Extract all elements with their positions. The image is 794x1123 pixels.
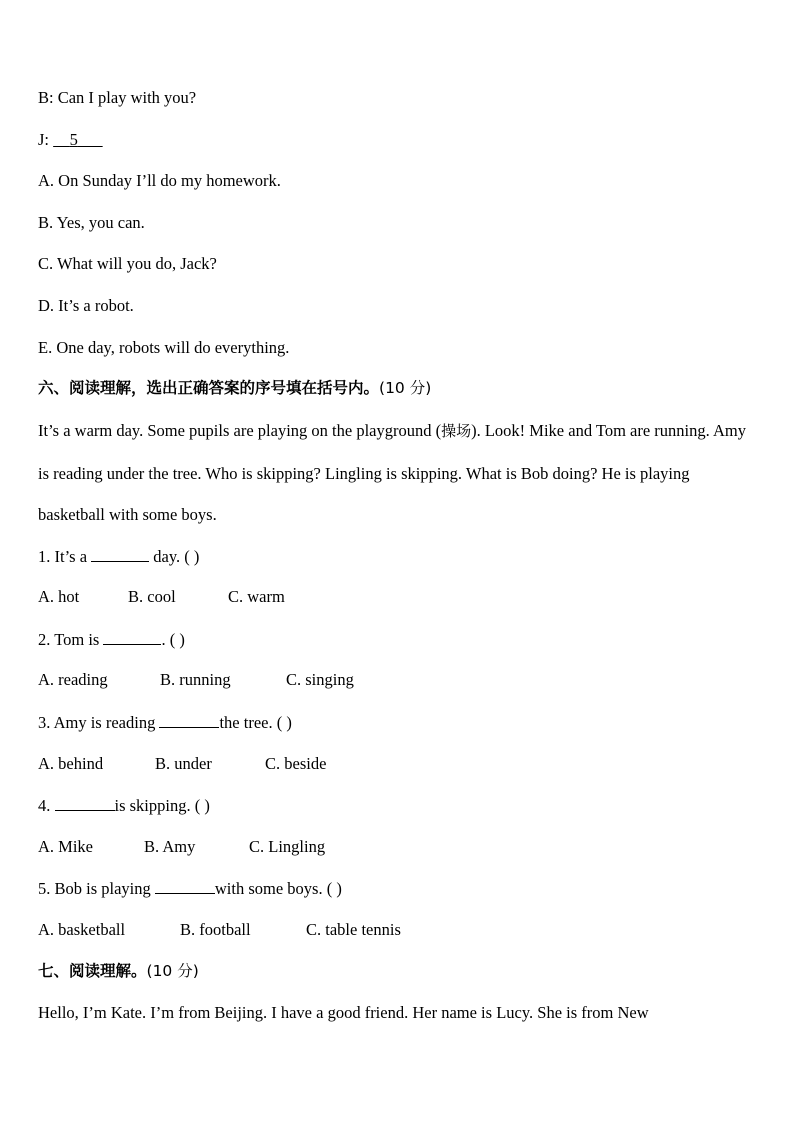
question-2-options (38, 670, 754, 690)
blank-number: 5 (69, 130, 78, 149)
passage-text-2: ). Look! Mike and Tom are running. Amy is reading under the tree. Who is skipping? Lingling is skipping. What is Bob doing? He is playing basketball with some boys. (38, 421, 746, 524)
passage-cn-note: 操场 (441, 422, 472, 440)
option-b[interactable]: B. under (155, 754, 212, 773)
option-c[interactable]: C. Lingling (249, 837, 326, 856)
option-a[interactable]: A. reading (38, 670, 108, 689)
question-4-text: 4. (38, 796, 55, 815)
question-3-options (38, 754, 754, 774)
option-a[interactable]: A. hot (38, 587, 80, 606)
section7-title: 七、阅读理解。 (38, 962, 147, 980)
option-b[interactable]: B. football (180, 920, 251, 939)
question-1-text: 1. It’s a (38, 547, 92, 566)
question-1-bracket: day. ( ) (149, 547, 200, 566)
choice-e: E. One day, robots will do everything. (38, 338, 290, 357)
section7-heading (38, 961, 754, 981)
section7-passage: Hello, I’m Kate. I’m from Beijing. I have a good friend. Her name is Lucy. She is from New (38, 1003, 649, 1022)
question-4-options (38, 837, 754, 857)
dialog-j-label: J: (38, 130, 54, 149)
dialog-line-b: B: Can I play with you? (38, 88, 197, 107)
question-5-bracket: with some boys. ( ) (214, 879, 342, 898)
section7-points: (10 分) (146, 962, 199, 980)
section6-title: 六、阅读理解，选出正确答案的序号填在括号内。 (38, 379, 380, 397)
question-3-text: 3. Amy is reading (38, 713, 160, 732)
question-2-blank[interactable] (103, 629, 161, 645)
question-2-text: 2. Tom is (38, 630, 104, 649)
section6-points: (10 分) (379, 379, 432, 397)
question-3-blank[interactable] (159, 712, 219, 728)
question-4-blank[interactable] (55, 795, 115, 811)
option-c[interactable]: C. singing (286, 670, 354, 689)
question-3 (38, 712, 754, 733)
question-5-blank[interactable] (155, 878, 215, 894)
option-b[interactable]: B. running (160, 670, 231, 689)
question-4 (38, 795, 754, 816)
choice-d: D. It’s a robot. (38, 296, 134, 315)
option-b[interactable]: B. cool (128, 587, 176, 606)
question-4-bracket: is skipping. ( ) (114, 796, 210, 815)
question-5-options (38, 920, 754, 940)
option-a[interactable]: A. Mike (38, 837, 93, 856)
option-c[interactable]: C. table tennis (306, 920, 401, 939)
question-2-bracket: . ( ) (161, 630, 185, 649)
passage-text-1: It’s a warm day. Some pupils are playing on the playground ( (38, 421, 442, 440)
option-a[interactable]: A. behind (38, 754, 104, 773)
option-b[interactable]: B. Amy (144, 837, 196, 856)
question-1-options (38, 587, 754, 607)
question-5-text: 5. Bob is playing (38, 879, 155, 898)
question-1-blank[interactable] (91, 546, 149, 562)
section6-passage (38, 410, 754, 536)
option-c[interactable]: C. beside (265, 754, 327, 773)
question-3-bracket: the tree. ( ) (219, 713, 292, 732)
question-1 (38, 546, 754, 567)
choice-c: C. What will you do, Jack? (38, 254, 217, 273)
dialog-line-j (38, 130, 754, 150)
choice-a: A. On Sunday I’ll do my homework. (38, 171, 281, 190)
answer-blank-5[interactable] (53, 130, 103, 149)
option-a[interactable]: A. basketball (38, 920, 126, 939)
question-5 (38, 878, 754, 899)
choice-b: B. Yes, you can. (38, 213, 145, 232)
option-c[interactable]: C. warm (228, 587, 285, 606)
section6-heading (38, 378, 754, 398)
question-2 (38, 629, 754, 650)
